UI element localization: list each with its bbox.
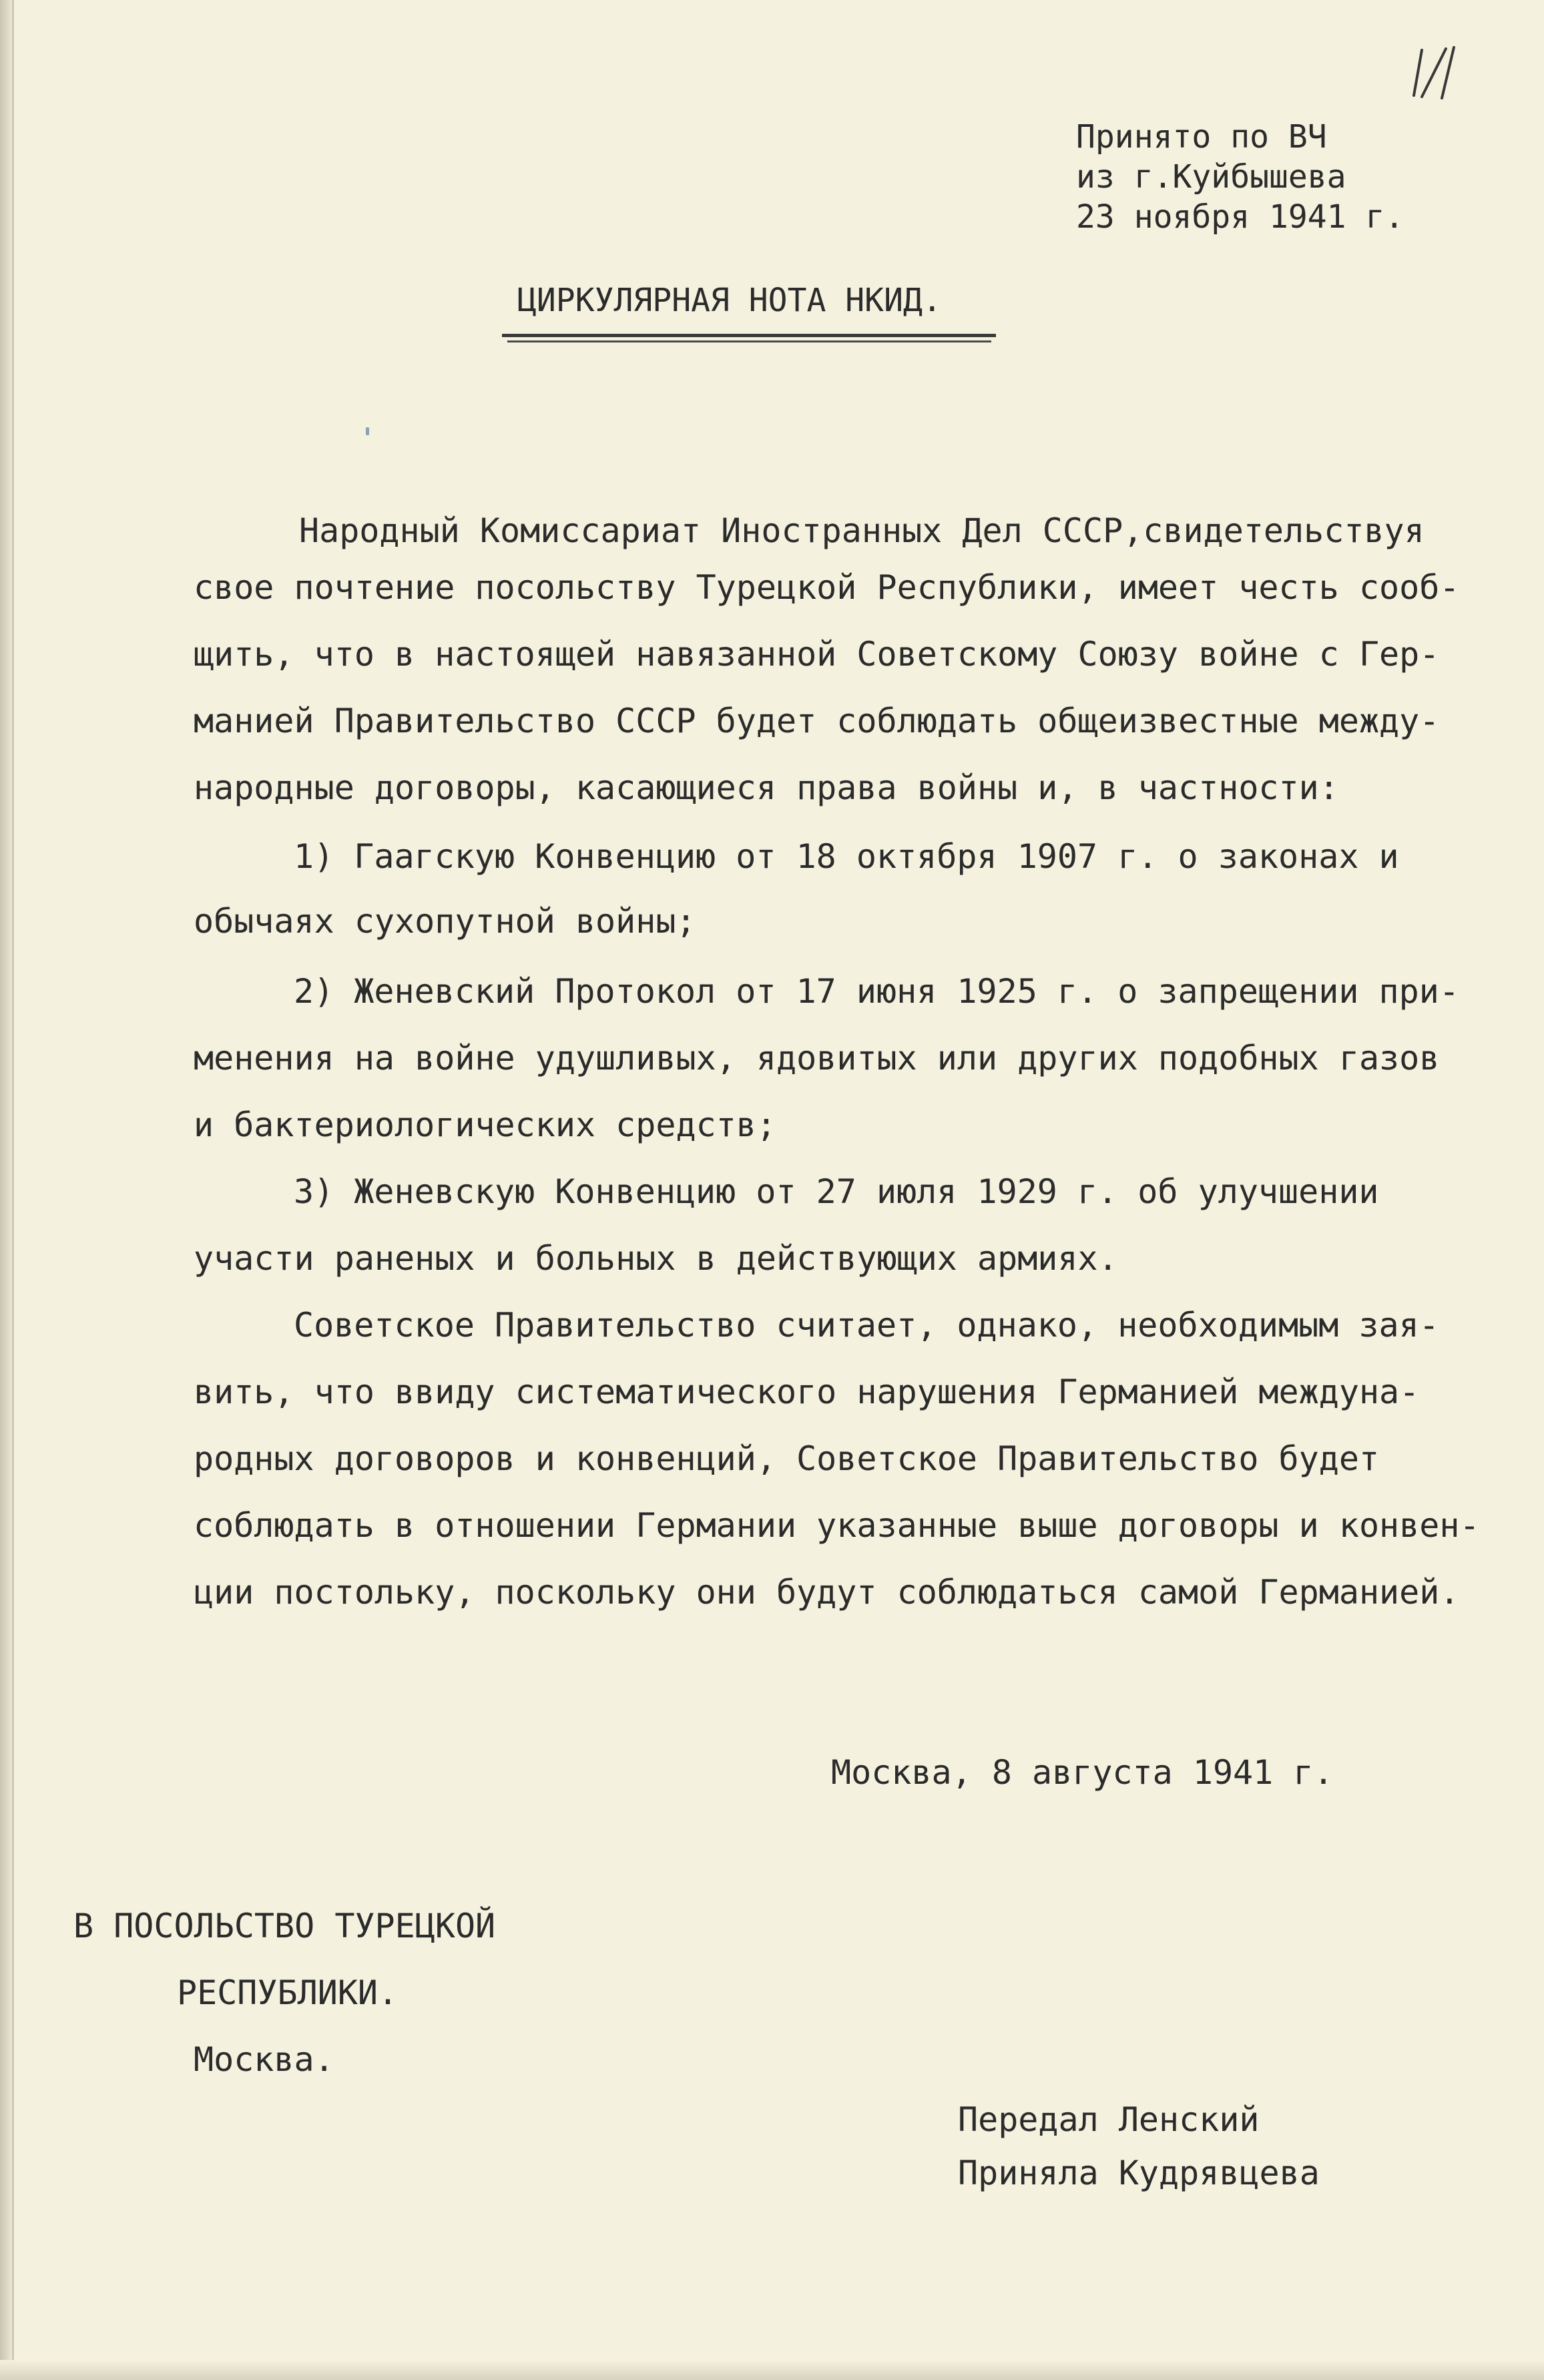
paper-fold-line [12,0,14,2380]
body-line: Советское Правительство считает, однако, необходимым зая- [294,1306,1439,1345]
handwritten-mark [1402,37,1475,110]
paper-bottom-edge [0,2360,1544,2380]
list-item-2-cont: менения на войне удушливых, ядовитых или других подобных газов [194,1039,1440,1078]
title-underline-double [507,340,991,342]
sent-by: Передал Ленский [958,2100,1260,2139]
body-line: ции постольку, поскольку они будут соблюдаться самой Германией. [194,1573,1460,1612]
body-line: Народный Комиссариат Иностранных Дел СССР,свидетельствуя [299,511,1425,550]
ink-speck [366,427,369,435]
header-date: 23 ноября 1941 г. [1076,198,1404,236]
place-date: Москва, 8 августа 1941 г. [831,1753,1334,1792]
body-line: свое почтение посольству Турецкой Республики, имеет честь сооб- [194,568,1460,607]
title-underline [502,334,996,337]
list-item-3: 3) Женевскую Конвенцию от 27 июля 1929 г. об улучшении [294,1172,1379,1211]
addressee-line-2: РЕСПУБЛИКИ. [177,1973,399,2012]
list-item-2: 2) Женевский Протокол от 17 июня 1925 г. о запрещении при- [294,972,1459,1011]
list-item-1-cont: обычаях сухопутной войны; [194,902,696,941]
addressee-line-1: В ПОСОЛЬСТВО ТУРЕЦКОЙ [73,1907,496,1945]
received-by: Приняла Кудрявцева [958,2154,1320,2192]
list-item-3-cont: участи раненых и больных в действующих армиях. [194,1239,1118,1278]
document-title: ЦИРКУЛЯРНАЯ НОТА НКИД. [517,282,942,319]
body-line: народные договоры, касающиеся права войны и, в частности: [194,768,1339,807]
header-origin: из г.Куйбышева [1076,158,1346,196]
addressee-city: Москва. [194,2040,334,2079]
body-line: вить, что ввиду систематического нарушения Германией междуна- [194,1373,1420,1411]
body-line: соблюдать в отношении Германии указанные выше договоры и конвен- [194,1506,1480,1545]
body-line: родных договоров и конвенций, Советское Правительство будет [194,1439,1380,1478]
body-line: щить, что в настоящей навязанной Советскому Союзу войне с Гер- [194,635,1440,674]
body-line: манией Правительство СССР будет соблюдать общеизвестные между- [194,702,1440,740]
header-received: Принято по ВЧ [1076,118,1327,156]
list-item-2-cont: и бактериологических средств; [194,1106,776,1144]
list-item-1: 1) Гаагскую Конвенцию от 18 октября 1907 г. о законах и [294,837,1399,876]
